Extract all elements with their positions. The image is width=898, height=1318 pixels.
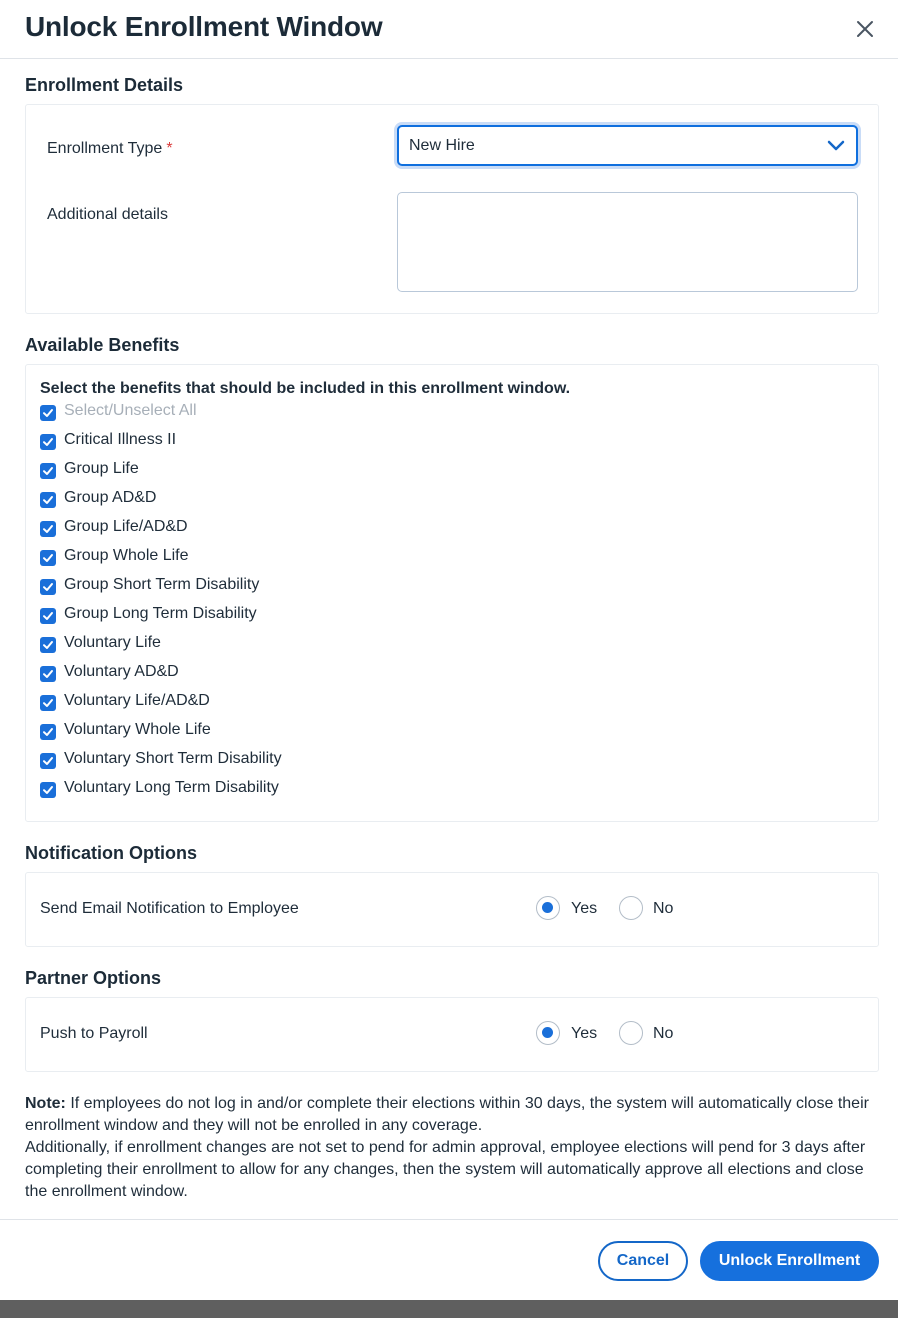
checkbox-checked-icon: [40, 579, 56, 595]
benefit-label: Group Short Term Disability: [64, 576, 260, 593]
checkbox-checked-icon: [40, 782, 56, 798]
checkbox-checked-icon: [40, 724, 56, 740]
payroll-no-label[interactable]: No: [653, 1025, 674, 1042]
checkbox-checked-icon: [40, 463, 56, 479]
cancel-button[interactable]: Cancel: [598, 1241, 688, 1281]
benefit-label: Voluntary AD&D: [64, 663, 179, 680]
enrollment-type-label-text: Enrollment Type: [47, 140, 163, 157]
additional-details-label: Additional details: [47, 206, 168, 223]
checkbox-checked-icon: [40, 434, 56, 450]
benefit-label: Voluntary Whole Life: [64, 721, 211, 738]
checkbox-checked-icon: [40, 666, 56, 682]
enrollment-type-value: New Hire: [409, 137, 475, 154]
modal-header: [0, 0, 898, 59]
backdrop-overlay: [0, 1300, 898, 1318]
benefit-label: Voluntary Short Term Disability: [64, 750, 282, 767]
checkbox-checked-icon: [40, 753, 56, 769]
enrollment-type-select[interactable]: [397, 125, 858, 166]
email-no-label[interactable]: No: [653, 900, 674, 917]
modal-footer: [0, 1219, 898, 1300]
notification-options-card: [25, 872, 879, 947]
checkbox-checked-icon: [40, 492, 56, 508]
email-yes-label[interactable]: Yes: [571, 900, 598, 917]
unlock-enrollment-button[interactable]: Unlock Enrollment: [700, 1241, 879, 1281]
close-icon[interactable]: [852, 16, 878, 42]
available-benefits-card: [25, 364, 879, 822]
benefit-label: Group Life: [64, 460, 139, 477]
partner-options-title: Partner Options: [25, 968, 162, 988]
additional-details-textarea[interactable]: [397, 192, 858, 292]
checkbox-checked-icon: [40, 405, 56, 421]
note-prefix: Note:: [25, 1095, 66, 1112]
payroll-yes-radio[interactable]: [536, 1021, 560, 1045]
checkbox-checked-icon: [40, 521, 56, 537]
checkbox-checked-icon: [40, 550, 56, 566]
benefit-label: Group Long Term Disability: [64, 605, 257, 622]
modal-title: Unlock Enrollment Window: [25, 11, 383, 42]
payroll-yes-label[interactable]: Yes: [571, 1025, 598, 1042]
benefit-label: Group Life/AD&D: [64, 518, 188, 535]
benefit-label: Group AD&D: [64, 489, 157, 506]
partner-options-card: [25, 997, 879, 1072]
checkbox-checked-icon: [40, 637, 56, 653]
notification-options-title: Notification Options: [25, 843, 197, 863]
note-line-1: If employees do not log in and/or complete their elections within 30 days, the system will automatically close their enrollment window and they will not be enrolled in any coverage.: [25, 1095, 869, 1134]
checkbox-checked-icon: [40, 695, 56, 711]
enrollment-details-card: [25, 104, 879, 314]
benefit-label: Critical Illness II: [64, 431, 177, 448]
chevron-down-icon: [826, 137, 846, 155]
benefit-label: Group Whole Life: [64, 547, 189, 564]
select-all-label: Select/Unselect All: [64, 402, 197, 419]
radio-selected-dot: [542, 902, 553, 913]
available-benefits-title: Available Benefits: [25, 335, 180, 355]
checkbox-checked-icon: [40, 608, 56, 624]
enrollment-details-title: Enrollment Details: [25, 75, 184, 95]
payroll-no-radio[interactable]: [619, 1021, 643, 1045]
email-yes-radio[interactable]: [536, 896, 560, 920]
enrollment-note: [25, 1093, 875, 1203]
send-email-label: Send Email Notification to Employee: [40, 900, 299, 917]
benefit-label: Voluntary Life: [64, 634, 161, 651]
enrollment-type-label: [47, 140, 173, 158]
benefits-intro: Select the benefits that should be included in this enrollment window.: [40, 380, 571, 397]
email-no-radio[interactable]: [619, 896, 643, 920]
radio-selected-dot: [542, 1027, 553, 1038]
push-to-payroll-label: Push to Payroll: [40, 1025, 148, 1042]
benefit-label: Voluntary Life/AD&D: [64, 692, 210, 709]
benefit-label: Voluntary Long Term Disability: [64, 779, 279, 796]
note-line-2: Additionally, if enrollment changes are not set to pend for admin approval, employee elections will pend for 3 days after completing their enrollment to allow for any changes, then the system will automatically approve all elections and close the enrollment window.: [25, 1139, 866, 1200]
required-marker: *: [166, 140, 173, 157]
